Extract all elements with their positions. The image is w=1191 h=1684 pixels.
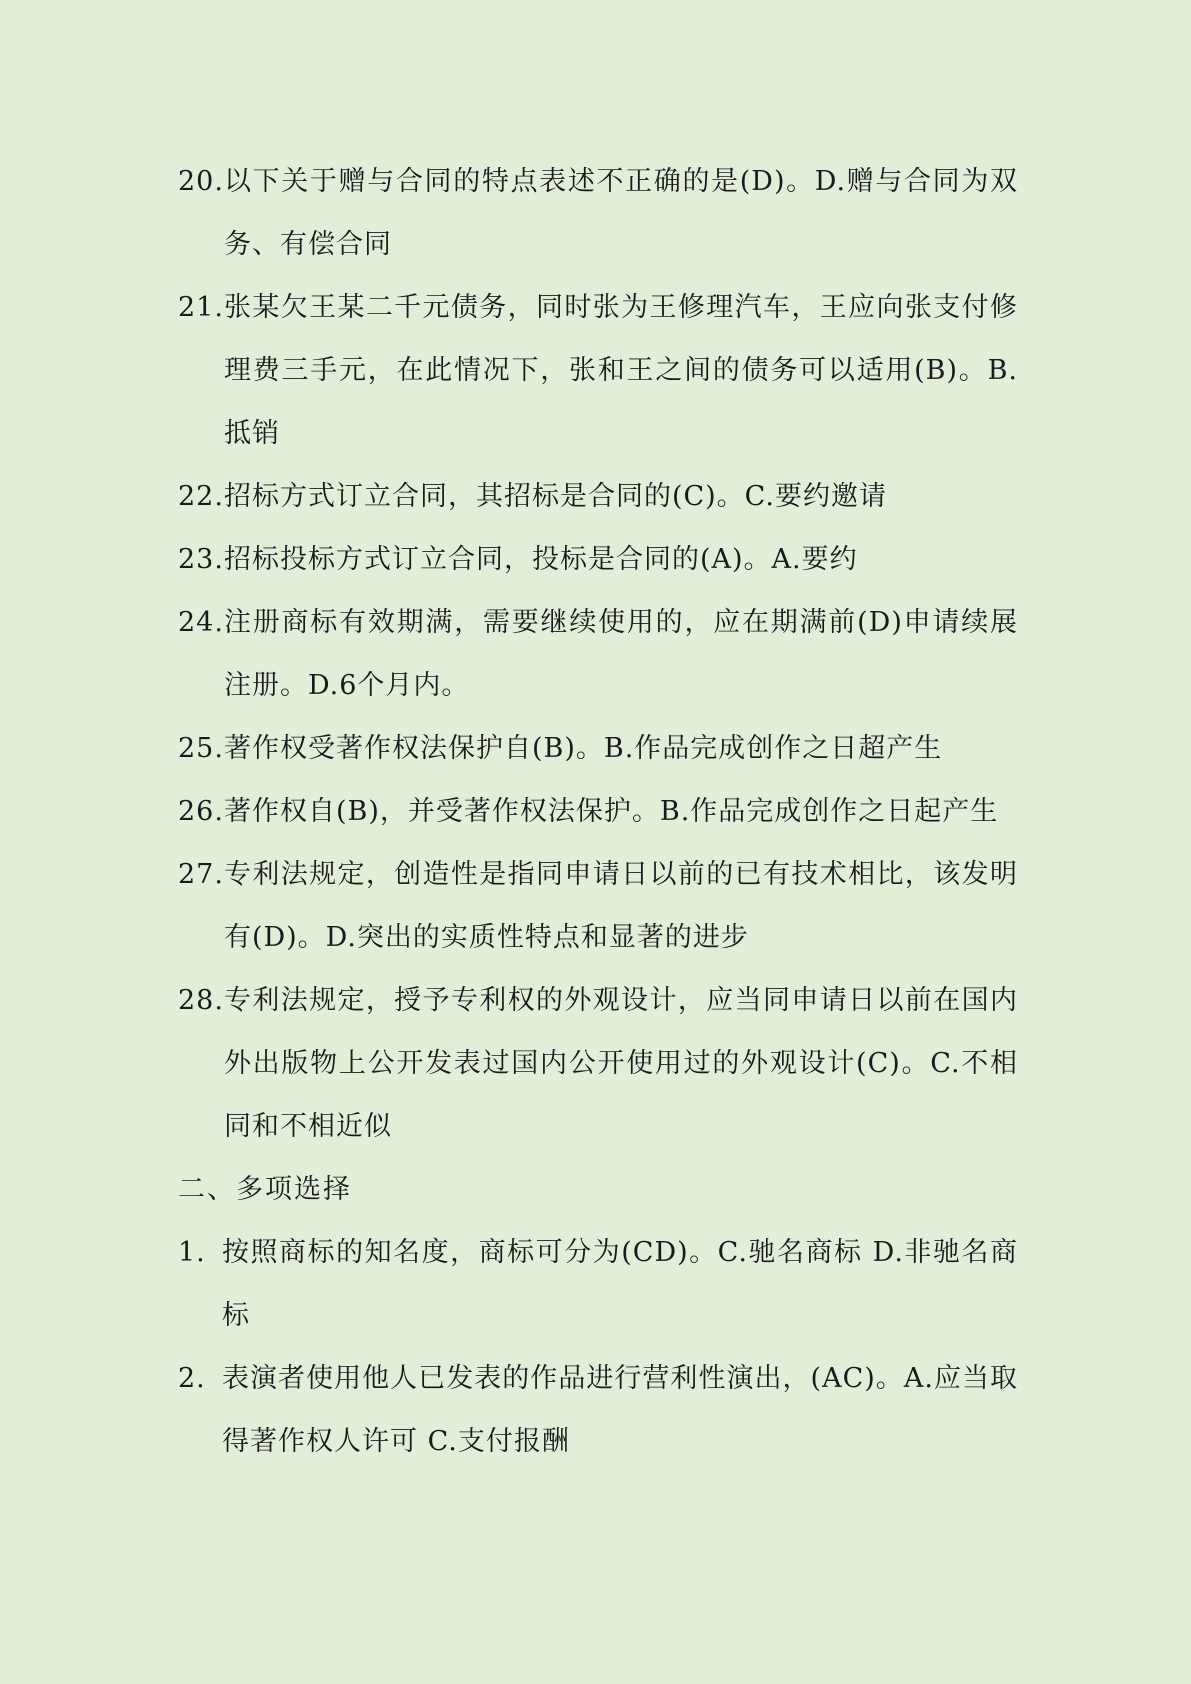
question-text: 招标方式订立合同，其招标是合同的(C)。C.要约邀请 [223, 481, 887, 512]
question-24 [178, 591, 1018, 717]
question-number: 22. [178, 481, 224, 512]
question-text: 专利法规定，创造性是指同申请日以前的已有技术相比，该发明有(D)。D.突出的实质性特点和显著的进步 [223, 859, 1018, 953]
question-text: 著作权自(B)，并受著作权法保护。B.作品完成创作之日起产生 [223, 796, 999, 827]
question-text: 张某欠王某二千元债务，同时张为王修理汽车，王应向张支付修理费三手元，在此情况下，张和王之间的债务可以适用(B)。B.抵销 [223, 292, 1018, 449]
question-number: 25. [178, 733, 224, 764]
question-text: 注册商标有效期满，需要继续使用的，应在期满前(D)申请续展注册。D.6个月内。 [223, 607, 1018, 701]
question-text: 按照商标的知名度，商标可分为(CD)。C.驰名商标 D.非驰名商标 [222, 1237, 1018, 1331]
multi-question-1 [178, 1221, 1018, 1347]
document-content [178, 150, 1018, 1473]
question-28 [178, 969, 1018, 1158]
question-25 [178, 717, 1018, 780]
question-21 [178, 276, 1018, 465]
question-26 [178, 780, 1018, 843]
question-number: 27. [178, 859, 224, 890]
question-number: 28. [178, 985, 224, 1016]
question-number: 23. [178, 544, 224, 575]
question-text: 表演者使用他人已发表的作品进行营利性演出，(AC)。A.应当取得著作权人许可 C.支付报酬 [222, 1363, 1018, 1457]
question-number: 2. [178, 1363, 206, 1394]
question-20 [178, 150, 1018, 276]
multi-question-2 [178, 1347, 1018, 1473]
question-number: 20. [178, 166, 224, 197]
question-number: 26. [178, 796, 224, 827]
question-22 [178, 465, 1018, 528]
question-text: 招标投标方式订立合同，投标是合同的(A)。A.要约 [223, 544, 858, 575]
question-text: 著作权受著作权法保护自(B)。B.作品完成创作之日超产生 [223, 733, 943, 764]
question-number: 24. [178, 607, 224, 638]
section-heading: 二、多项选择 [178, 1174, 352, 1205]
question-number: 1. [178, 1237, 206, 1268]
question-text: 专利法规定，授予专利权的外观设计，应当同申请日以前在国内外出版物上公开发表过国内公开使用过的外观设计(C)。C.不相同和不相近似 [223, 985, 1018, 1142]
question-text: 以下关于赠与合同的特点表述不正确的是(D)。D.赠与合同为双务、有偿合同 [223, 166, 1018, 260]
question-number: 21. [178, 292, 224, 323]
question-27 [178, 843, 1018, 969]
question-23 [178, 528, 1018, 591]
